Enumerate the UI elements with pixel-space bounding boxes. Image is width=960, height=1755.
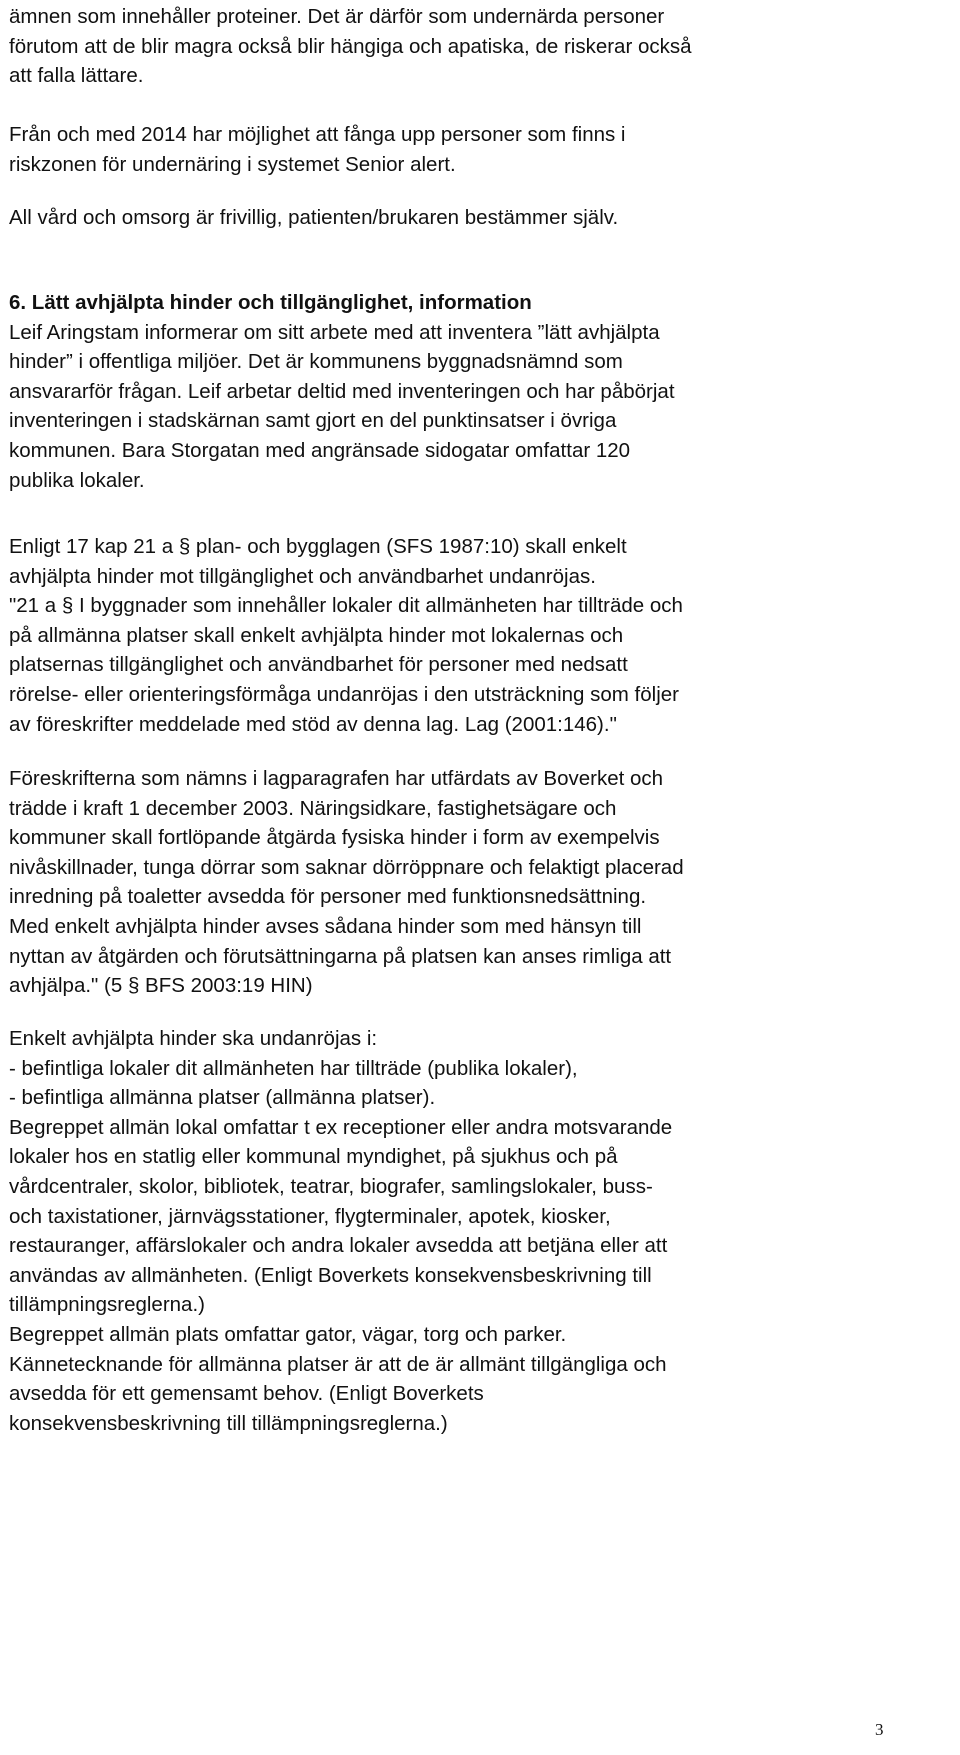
text-line: Kännetecknande för allmänna platser är att de är allmänt tillgängliga och	[9, 1352, 667, 1376]
text-line: publika lokaler.	[9, 468, 145, 492]
paragraph-pbl-quote	[9, 532, 929, 739]
text-line: avhjälpa." (5 § BFS 2003:19 HIN)	[9, 974, 313, 998]
paragraph-voluntary-care	[9, 203, 929, 233]
text-line: nyttan av åtgärden och förutsättningarna på platsen kan anses rimliga att	[9, 944, 672, 968]
text-line: trädde i kraft 1 december 2003. Näringsidkare, fastighetsägare och	[9, 796, 617, 820]
text-line: rörelse- eller orienteringsförmåga undanröjas i den utsträckning som följer	[9, 682, 679, 706]
text-line: av föreskrifter meddelade med stöd av denna lag. Lag (2001:146)."	[9, 712, 617, 736]
text-line: avsedda för ett gemensamt behov. (Enligt Boverkets	[9, 1382, 484, 1406]
text-line: "21 a § I byggnader som innehåller lokaler dit allmänheten har tillträde och	[9, 594, 683, 618]
paragraph-nutrition-risk	[9, 2, 929, 91]
paragraph-boverket	[9, 764, 929, 1001]
text-line: restauranger, affärslokaler och andra lokaler avsedda att betjäna eller att	[9, 1234, 668, 1258]
text-line: användas av allmänheten. (Enligt Boverkets konsekvensbeskrivning till	[9, 1263, 652, 1287]
text-line: ansvararför frågan. Leif arbetar deltid med inventeringen och har påbörjat	[9, 379, 675, 403]
text-line: hinder” i offentliga miljöer. Det är kommunens byggnadsnämnd som	[9, 350, 623, 374]
text-line: avhjälpta hinder mot tillgänglighet och användbarhet undanröjas.	[9, 564, 596, 588]
text-line: Med enkelt avhjälpta hinder avses sådana hinder som med hänsyn till	[9, 914, 642, 938]
text-line: - befintliga lokaler dit allmänheten har tillträde (publika lokaler),	[9, 1056, 578, 1080]
text-line: inventeringen i stadskärnan samt gjort en del punktinsatser i övriga	[9, 409, 617, 433]
text-line: Föreskrifterna som nämns i lagparagrafen har utfärdats av Boverket och	[9, 767, 664, 790]
text-line: nivåskillnader, tunga dörrar som saknar dörröppnare och felaktigt placerad	[9, 855, 684, 879]
text-line: Från och med 2014 har möjlighet att fånga upp personer som finns i	[9, 123, 626, 146]
section-6	[9, 288, 929, 495]
text-line: lokaler hos en statlig eller kommunal myndighet, på sjukhus och på	[9, 1145, 618, 1169]
paragraph-senior-alert	[9, 120, 929, 179]
section-heading: 6. Lätt avhjälpta hinder och tillgänglighet, information	[9, 291, 532, 314]
text-line: tillämpningsreglerna.)	[9, 1293, 205, 1317]
text-line: Enkelt avhjälpta hinder ska undanröjas i:	[9, 1027, 378, 1050]
text-line: konsekvensbeskrivning till tillämpningsreglerna.)	[9, 1411, 448, 1435]
text-line: All vård och omsorg är frivillig, patienten/brukaren bestämmer själv.	[9, 206, 619, 229]
text-line: riskzonen för undernäring i systemet Senior alert.	[9, 152, 456, 176]
text-line: förutom att de blir magra också blir hängiga och apatiska, de riskerar också	[9, 34, 692, 58]
text-line: - befintliga allmänna platser (allmänna platser).	[9, 1086, 436, 1110]
text-line: kommunen. Bara Storgatan med angränsade sidogatar omfattar 120	[9, 438, 631, 462]
text-line: Begreppet allmän lokal omfattar t ex receptioner eller andra motsvarande	[9, 1115, 673, 1139]
text-line: kommuner skall fortlöpande åtgärda fysiska hinder i form av exempelvis	[9, 826, 660, 850]
text-line: Leif Aringstam informerar om sitt arbete med att inventera ”lätt avhjälpta	[9, 320, 660, 344]
text-line: på allmänna platser skall enkelt avhjälpta hinder mot lokalernas och	[9, 623, 624, 647]
text-line: vårdcentraler, skolor, bibliotek, teatrar, biografer, samlingslokaler, buss-	[9, 1174, 653, 1198]
text-line: Enligt 17 kap 21 a § plan- och bygglagen (SFS 1987:10) skall enkelt	[9, 535, 627, 558]
text-line: att falla lättare.	[9, 64, 144, 88]
text-line: och taxistationer, järnvägsstationer, flygterminaler, apotek, kiosker,	[9, 1204, 611, 1228]
text-line: ämnen som innehåller proteiner. Det är därför som undernärda personer	[9, 5, 665, 28]
text-line: inredning på toaletter avsedda för personer med funktionsnedsättning.	[9, 885, 647, 909]
paragraph-public-spaces	[9, 1024, 929, 1438]
page-number: 3	[875, 1720, 884, 1739]
text-line: Begreppet allmän plats omfattar gator, vägar, torg och parker.	[9, 1322, 567, 1346]
text-line: platsernas tillgänglighet och användbarhet för personer med nedsatt	[9, 653, 628, 677]
